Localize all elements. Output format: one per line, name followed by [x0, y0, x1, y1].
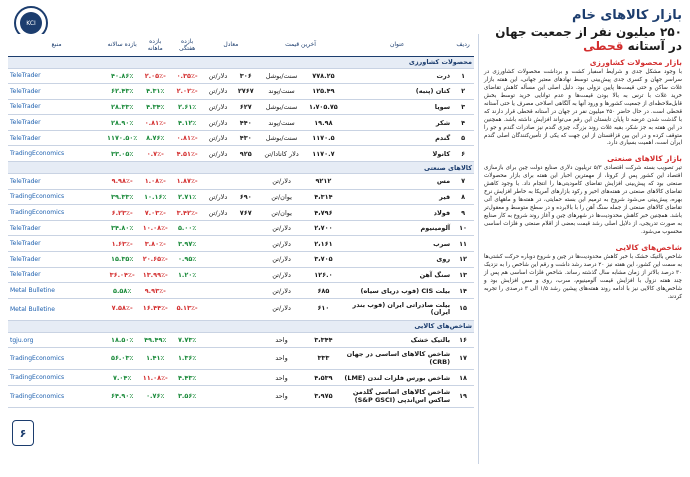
industrial-paragraph: تیر تصویب بسته شرکت اقتصادی ۵/۳ تریلیون دلاری صنایع دولت چین برای بازسازی اقتصاد این کشور پس از کرونا، از مهمترین اخبار این هفته برای بازار محصولات صنعتی بود که پیش‌بینی افزایش تقاضای کامودیتی‌ها را انتجام داد. با وجود کاهش تقاضای کالاهای صنعتی در هفته‌های اخیر و رکود بازارهای آمریکا به خاطر افزایش نرخ بهره، پیش‌بینی می‌شود شروع به ترمیم این بسته حمایتی، در هفته‌ها و ماههای آتی تقاضای کالاهای صنعتی از جمله سنگ آهن را با بالابرده و در سطح متوسط و معقول‌تر باشد. همچنین خبر کاهش محدودیت‌ها در شهرهای چین و آغاز روند شروع به کار صنایع به صورت تدریجی، از دلایل اصلی رشد قیمت بعضی از اقلام صنعتی و فلزات اساسی محسوب می‌شود.: [484, 165, 682, 235]
row-source: TeleTrader: [8, 220, 105, 236]
row-yearly-return: ۷.۰۴٪: [105, 370, 139, 386]
row-index: ۴: [452, 115, 474, 131]
row-monthly-return: -۲.۰۵٪: [139, 68, 171, 84]
row-title: بیلت CIS (فوب دریای سیاه): [342, 283, 452, 299]
row-price: ۶۱۰: [304, 298, 342, 320]
row-source: TeleTrader: [8, 174, 105, 190]
row-monthly-return: -۱۰.۰۸٪: [139, 220, 171, 236]
row-weekly-return: ۴.۱۲٪: [171, 115, 203, 131]
row-yearly-return: ۳۹.۳۳٪: [105, 189, 139, 205]
row-index: ۱۲: [452, 252, 474, 268]
row-weekly-return: -۰.۸۱٪: [171, 130, 203, 146]
row-weekly-return: [171, 283, 203, 299]
row-source: TradingEconomics: [8, 386, 105, 408]
row-equivalent: [233, 252, 259, 268]
row-index: ۱۶: [452, 332, 474, 348]
row-source: TeleTrader: [8, 267, 105, 283]
row-weekly-return: ۱.۳۶٪: [171, 348, 203, 370]
row-equivalent: ۴۳۰: [233, 130, 259, 146]
row-equivalent-unit: دلار/تن: [203, 146, 233, 162]
row-unit: واحد: [259, 348, 305, 370]
row-weekly-return: -۵.۱۳٪: [171, 298, 203, 320]
section-label: شاخص‌های کالایی: [8, 320, 474, 332]
subtitle-highlight: قحطی: [583, 39, 624, 53]
row-weekly-return: -۱.۸۷٪: [171, 174, 203, 190]
row-weekly-return: ۱.۲۰٪: [171, 267, 203, 283]
row-equivalent-unit: دلار/تن: [203, 189, 233, 205]
col-source: منبع: [8, 34, 105, 56]
table-row: [8, 298, 474, 320]
row-source: TradingEconomics: [8, 146, 105, 162]
page-subtitle: ۲۵۰ میلیون نفر از جمعیت جهان: [495, 25, 682, 39]
row-monthly-return: ۸.۷۶٪: [139, 130, 171, 146]
row-equivalent: ۶۹۰: [233, 189, 259, 205]
section-row: [8, 320, 474, 332]
row-weekly-return: ۰.۹۵٪: [171, 252, 203, 268]
row-equivalent-unit: [203, 332, 233, 348]
row-source: TradingEconomics: [8, 348, 105, 370]
row-yearly-return: -۶.۲۳٪: [105, 205, 139, 221]
row-monthly-return: ۴۹.۴۹٪: [139, 332, 171, 348]
row-price: ۴،۷۹۶: [304, 205, 342, 221]
row-index: ۱۷: [452, 348, 474, 370]
row-source: TradingEconomics: [8, 189, 105, 205]
row-equivalent-unit: دلار/تن: [203, 84, 233, 100]
row-equivalent: [233, 332, 259, 348]
row-title: ذرت: [342, 68, 452, 84]
row-equivalent: [233, 267, 259, 283]
row-yearly-return: ۵.۵۸٪: [105, 283, 139, 299]
row-unit: سنت/پوند: [259, 115, 305, 131]
row-source: TeleTrader: [8, 84, 105, 100]
row-weekly-return: -۴.۵۱٪: [171, 146, 203, 162]
row-monthly-return: ۱.۴۱٪: [139, 348, 171, 370]
title-block: [482, 8, 682, 53]
row-unit: دلار/تن: [259, 298, 305, 320]
row-unit: دلار/تن: [259, 236, 305, 252]
row-index: ۱۵: [452, 298, 474, 320]
table-row: [8, 332, 474, 348]
row-price: ۱۹.۹۸: [304, 115, 342, 131]
row-equivalent-unit: [203, 348, 233, 370]
row-monthly-return: -۱.۰۸٪: [139, 174, 171, 190]
row-equivalent-unit: [203, 267, 233, 283]
row-index: ۹: [452, 205, 474, 221]
row-monthly-return: -۹.۹۳٪: [139, 283, 171, 299]
section-label: کالاهای صنعتی: [8, 162, 474, 174]
row-equivalent-unit: دلار/تن: [203, 68, 233, 84]
table-row: [8, 146, 474, 162]
row-title: شاخص بورس فلزات لندن (LME): [342, 370, 452, 386]
row-unit: واحد: [259, 332, 305, 348]
row-unit: یوان/تن: [259, 205, 305, 221]
table-row: [8, 283, 474, 299]
row-unit: یوان/تن: [259, 189, 305, 205]
row-equivalent: ۳۰۶: [233, 68, 259, 84]
row-source: TradingEconomics: [8, 205, 105, 221]
row-unit: دلار کانادا/تن: [259, 146, 305, 162]
row-price: ۱۱۷۰.۷: [304, 146, 342, 162]
row-title: کانولا: [342, 146, 452, 162]
row-unit: دلار/تن: [259, 267, 305, 283]
row-yearly-return: ۱۸.۵۰٪: [105, 332, 139, 348]
row-yearly-return: -۹.۹۸٪: [105, 174, 139, 190]
row-unit: سنت/بوشل: [259, 68, 305, 84]
row-weekly-return: ۴.۴۳٪: [171, 370, 203, 386]
row-weekly-return: ۵.۰۰٪: [171, 220, 203, 236]
row-source: TradingEconomics: [8, 370, 105, 386]
row-weekly-return: -۲.۰۲٪: [171, 84, 203, 100]
row-source: TeleTrader: [8, 236, 105, 252]
row-equivalent-unit: [203, 220, 233, 236]
table-row: [8, 84, 474, 100]
row-yearly-return: -۱.۶۳٪: [105, 236, 139, 252]
row-equivalent: ۹۲۵: [233, 146, 259, 162]
row-source: TeleTrader: [8, 130, 105, 146]
col-last-price: آخرین قیمت: [259, 34, 343, 56]
row-title: کتان (پنبه): [342, 84, 452, 100]
row-monthly-return: -۱۱.۰۸٪: [139, 370, 171, 386]
row-price: ۳۳۳: [304, 348, 342, 370]
row-equivalent-unit: [203, 236, 233, 252]
row-index: ۸: [452, 189, 474, 205]
row-index: ۱: [452, 68, 474, 84]
row-equivalent: [233, 174, 259, 190]
table-row: [8, 267, 474, 283]
row-index: ۲: [452, 84, 474, 100]
row-monthly-return: -۷.۰۳٪: [139, 205, 171, 221]
row-price: ۴،۳۱۴: [304, 189, 342, 205]
row-source: Metal Bulletine: [8, 283, 105, 299]
row-title: آلومینیوم: [342, 220, 452, 236]
col-equivalent: معادل: [203, 34, 259, 56]
row-monthly-return: ۰.۷۶٪: [139, 386, 171, 408]
page-title: بازار کالاهای خام: [572, 8, 682, 23]
row-yearly-return: -۷.۵۸٪: [105, 298, 139, 320]
index-heading: شاخص‌های کالایی: [615, 242, 682, 252]
row-equivalent: ۶۲۷: [233, 99, 259, 115]
row-unit: دلار/تن: [259, 220, 305, 236]
row-weekly-return: ۷.۷۳٪: [171, 332, 203, 348]
row-source: TeleTrader: [8, 115, 105, 131]
row-monthly-return: ۴.۳۴٪: [139, 99, 171, 115]
row-index: ۱۴: [452, 283, 474, 299]
row-index: ۳: [452, 99, 474, 115]
row-index: ۷: [452, 174, 474, 190]
row-monthly-return: -۰.۸۱٪: [139, 115, 171, 131]
col-weekly: بازده هفتگی: [171, 34, 203, 56]
agri-heading: بازار محصولات کشاورزی: [589, 58, 682, 67]
row-source: Metal Bulletine: [8, 298, 105, 320]
row-title: گندم: [342, 130, 452, 146]
table-header-row: [8, 34, 474, 56]
row-yearly-return: ۵۶.۰۳٪: [105, 348, 139, 370]
row-unit: سنت/پوند: [259, 84, 305, 100]
table-row: [8, 68, 474, 84]
row-equivalent: ۴۴۰: [233, 115, 259, 131]
row-index: ۵: [452, 130, 474, 146]
row-price: ۷۷۸.۲۵: [304, 68, 342, 84]
table-row: [8, 220, 474, 236]
row-unit: دلار/تن: [259, 283, 305, 299]
row-price: ۱۱۷۰.۵: [304, 130, 342, 146]
table-row: [8, 130, 474, 146]
row-equivalent: [233, 298, 259, 320]
row-monthly-return: ۴.۳۱٪: [139, 84, 171, 100]
row-equivalent-unit: [203, 298, 233, 320]
agri-paragraph: با وجود مشکل جدی و شرایط اسفبار کشت و برداشت محصولات کشاورزی در سراسر جهان و کسری جدی پیش‌بینی توسط نهادهای معتبر جهانی، این هفته بازار غلات ساکن و حتی قیمت‌ها پایین نزولی بود. دلیل اصلی این مسأله کاهش تقاضای خرید غلات با ترس به بالا بودن قیمت‌ها و عدم توانایی خرید توسط بخش قابل‌ملاحظه‌ای از جمعیت کشورها و ورود آنها به آلگاهی اصلاحی مصرف یا حتی آستانه قحطی است. در حال حاضر ۲۵۰ میلیون نفر در جهان در آستانه قحطی قرار دارند که با گذشت شدن عرضه تا پایان تابستان این رقم می‌تواند افزایش داشته باشد. همچنین در این هفته به جز شکر، بقیه غلات روند بزرگ، چیزی گندم نیز صادرات گندم و جو را متوقف کرده و در این بین قزاقستان از این جهت که یکی از تأمین‌کنندگان اصلی گندم ایران است، اهمیت بسیاری دارد.: [484, 69, 682, 147]
row-price: ۱۲۵.۴۹: [304, 84, 342, 100]
index-paragraph: شاخص بالتیک خشک با خبر کاهش محدودیت‌ها در چین و شروع دوباره حرکت کشتی‌ها به سمت این کشور، این هفته نیز ۲۰ درصد رشد داشت و رقم این شاخص را به نزدیک ۳۰ درصد بالاتر از زمان مشابه سال گذشته رساند. شاخص فلزات اساسی هم پس از چند هفته نزول با افزایش قیمت آلومینیوم، سرب، روی و مس افزایش بود و شاخص‌های کالایی نیز با ادامه روند هفته‌های پیشین رشد ۱/۵ الی ۳ درصدی را تجربه کردند.: [484, 253, 683, 300]
commodity-table: [8, 34, 474, 434]
row-yearly-return: ۲۸.۹۰٪: [105, 115, 139, 131]
col-yearly: بازده سالانه: [105, 34, 139, 56]
row-equivalent: [233, 386, 259, 408]
section-row: [8, 162, 474, 174]
commodity-table-grid: [8, 34, 474, 408]
row-monthly-return: -۱۳.۹۹٪: [139, 267, 171, 283]
row-unit: سنت/بوشل: [259, 99, 305, 115]
table-row: [8, 115, 474, 131]
table-row: [8, 236, 474, 252]
row-yearly-return: -۳۶.۰۴٪: [105, 267, 139, 283]
col-title: عنوان: [342, 34, 452, 56]
row-price: ۶۸۵: [304, 283, 342, 299]
row-equivalent: [233, 283, 259, 299]
row-equivalent-unit: [203, 386, 233, 408]
row-title: فولاد: [342, 205, 452, 221]
row-yearly-return: ۲۸.۳۳٪: [105, 99, 139, 115]
row-equivalent-unit: دلار/تن: [203, 205, 233, 221]
row-equivalent-unit: [203, 252, 233, 268]
table-row: [8, 174, 474, 190]
row-unit: دلار/تن: [259, 252, 305, 268]
row-title: بالتیک خشک: [342, 332, 452, 348]
row-equivalent: [233, 370, 259, 386]
row-monthly-return: ۱۰.۱۶٪: [139, 189, 171, 205]
subtitle-prefix: در آستانه: [627, 39, 682, 53]
row-source: TeleTrader: [8, 68, 105, 84]
row-weekly-return: ۳.۵۶٪: [171, 386, 203, 408]
row-yearly-return: ۶۲.۴۳٪: [105, 84, 139, 100]
row-index: ۱۱: [452, 236, 474, 252]
row-price: ۳،۷۰۵: [304, 252, 342, 268]
row-equivalent: ۲۷۶۷: [233, 84, 259, 100]
row-weekly-return: -۳.۴۲٪: [171, 205, 203, 221]
row-weekly-return: -۰.۳۵٪: [171, 68, 203, 84]
row-equivalent: ۷۶۷: [233, 205, 259, 221]
row-weekly-return: ۲.۶۱٪: [171, 99, 203, 115]
row-index: ۱۸: [452, 370, 474, 386]
logo-mark: KCI: [20, 12, 42, 34]
row-source: TeleTrader: [8, 99, 105, 115]
row-monthly-return: -۱۶.۴۴٪: [139, 298, 171, 320]
commentary-column: [484, 56, 682, 301]
row-equivalent: [233, 220, 259, 236]
table-row: [8, 205, 474, 221]
section-label: محصولات کشاورزی: [8, 56, 474, 68]
page-subtitle-line2: [482, 39, 682, 53]
page-number: ۶: [12, 420, 34, 446]
col-monthly: بازده ماهانه: [139, 34, 171, 56]
row-title: سنگ آهن: [342, 267, 452, 283]
row-equivalent-unit: [203, 283, 233, 299]
row-yearly-return: ۳۳.۰۵٪: [105, 146, 139, 162]
row-equivalent-unit: دلار/تن: [203, 130, 233, 146]
row-index: ۱۳: [452, 267, 474, 283]
row-monthly-return: -۲۰.۶۵٪: [139, 252, 171, 268]
row-unit: واحد: [259, 386, 305, 408]
row-title: روی: [342, 252, 452, 268]
row-price: ۴،۵۳۹: [304, 370, 342, 386]
row-title: بیلت صادراتی ایران (فوب بندر ایران): [342, 298, 452, 320]
column-divider: [478, 34, 479, 464]
table-row: [8, 348, 474, 370]
row-yearly-return: ۴۰.۸۶٪: [105, 68, 139, 84]
row-equivalent: [233, 236, 259, 252]
row-equivalent-unit: دلار/تن: [203, 115, 233, 131]
row-weekly-return: ۲.۷۱٪: [171, 189, 203, 205]
row-equivalent: [233, 348, 259, 370]
row-index: ۱۹: [452, 386, 474, 408]
row-yearly-return: ۶۴.۹۰٪: [105, 386, 139, 408]
row-title: قیر: [342, 189, 452, 205]
row-price: ۲،۷۰۰: [304, 220, 342, 236]
row-title: مس: [342, 174, 452, 190]
row-price: ۳،۹۷۵: [304, 386, 342, 408]
table-row: [8, 370, 474, 386]
row-unit: واحد: [259, 370, 305, 386]
row-price: ۹۲۱۲: [304, 174, 342, 190]
row-equivalent-unit: [203, 370, 233, 386]
row-price: ۱،۷۰۵.۷۵: [304, 99, 342, 115]
table-row: [8, 252, 474, 268]
row-source: tgju.org: [8, 332, 105, 348]
industrial-heading: بازار کالاهای صنعتی: [607, 154, 682, 164]
row-index: ۶: [452, 146, 474, 162]
row-yearly-return: ۳۴.۸۰٪: [105, 220, 139, 236]
section-row: [8, 56, 474, 68]
row-monthly-return: -۳.۸۰٪: [139, 236, 171, 252]
row-source: TeleTrader: [8, 252, 105, 268]
row-equivalent-unit: [203, 174, 233, 190]
table-row: [8, 189, 474, 205]
table-row: [8, 386, 474, 408]
row-weekly-return: ۳.۹۷٪: [171, 236, 203, 252]
row-title: شاخص کالاهای اساسی گلدمن ساکس اس‌اندپی (S&P GSCI): [342, 386, 452, 408]
row-equivalent-unit: دلار/تن: [203, 99, 233, 115]
row-price: ۲،۱۶۱: [304, 236, 342, 252]
row-title: شکر: [342, 115, 452, 131]
row-unit: دلار/تن: [259, 174, 305, 190]
row-index: ۱۰: [452, 220, 474, 236]
row-title: سرب: [342, 236, 452, 252]
row-yearly-return: ۱۵.۳۵٪: [105, 252, 139, 268]
table-row: [8, 99, 474, 115]
row-title: سویا: [342, 99, 452, 115]
row-monthly-return: -۰.۷٪: [139, 146, 171, 162]
row-yearly-return: ۱۱۷۰.۵۰٪: [105, 130, 139, 146]
row-unit: سنت/بوشل: [259, 130, 305, 146]
row-price: ۳،۳۴۴: [304, 332, 342, 348]
row-title: شاخص کالاهای اساسی در جهان (CRB): [342, 348, 452, 370]
col-row: ردیف: [452, 34, 474, 56]
row-price: ۱۲۶.۰: [304, 267, 342, 283]
